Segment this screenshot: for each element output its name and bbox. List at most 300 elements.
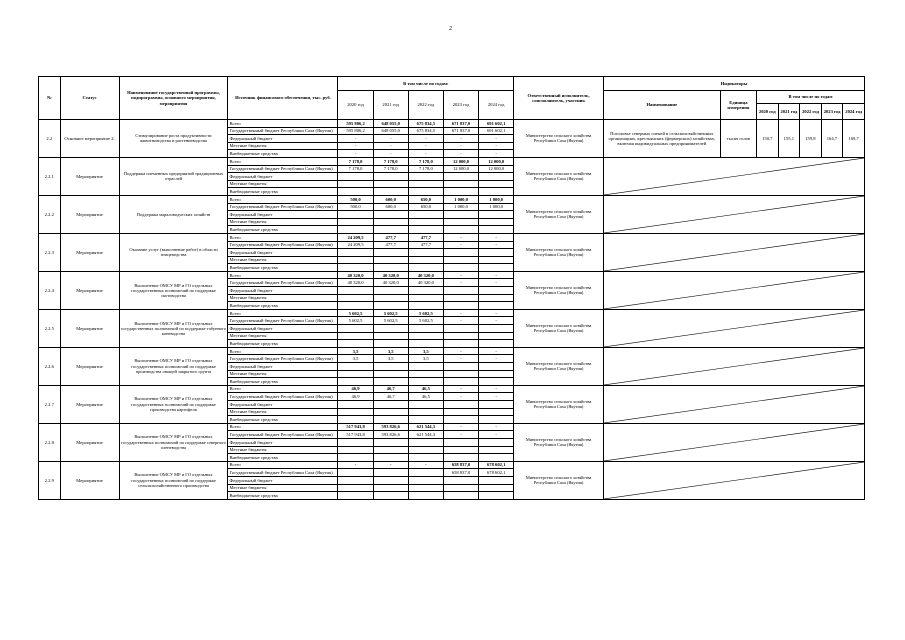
- source-label: Местные бюджеты: [228, 332, 338, 340]
- indicator-name: Поголовье северных оленей в сельскохозяйственных организациях, крестьянских (фермерских) хозяйствах, включая индивидуальных предпринимателей: [603, 120, 720, 158]
- row-status: Мероприятие: [60, 271, 119, 309]
- table-row: [39, 195, 865, 203]
- row-responsible: Министерство сельского хозяйства Республики Саха (Якутия): [514, 347, 604, 385]
- amount-cell: [373, 264, 408, 272]
- amount-cell: 7 178,0: [408, 165, 443, 173]
- amount-cell: [338, 408, 373, 416]
- source-label: Федеральный бюджет: [228, 476, 338, 484]
- header-year: 2024 год: [479, 91, 514, 120]
- header-indicators: Индикаторы: [603, 77, 864, 91]
- source-label: Государственный бюджет Республики Саха (Якутия): [228, 165, 338, 173]
- amount-cell: 46,5: [408, 385, 443, 393]
- amount-cell: [338, 370, 373, 378]
- row-code: 2.2.6: [39, 347, 61, 385]
- row-status: Мероприятие: [60, 157, 119, 195]
- amount-cell: 675 834,5: [408, 120, 443, 128]
- amount-cell: [373, 378, 408, 386]
- amount-cell: [479, 218, 514, 226]
- amount-cell: [338, 249, 373, 257]
- amount-cell: [443, 363, 478, 371]
- amount-cell: [443, 287, 478, 295]
- amount-cell: 500,0: [338, 195, 373, 203]
- amount-cell: [338, 264, 373, 272]
- amount-cell: [479, 256, 514, 264]
- header-source: Источник финансового обеспечения, тыс. руб.: [228, 77, 338, 120]
- source-label: Внебюджетные средства: [228, 226, 338, 234]
- header-ind-year: 2020 год: [757, 104, 779, 119]
- amount-cell: [479, 363, 514, 371]
- source-label: Государственный бюджет Республики Саха (Якутия): [228, 431, 338, 439]
- source-label: Всего: [228, 347, 338, 355]
- amount-cell: [443, 325, 478, 333]
- amount-cell: [443, 226, 478, 234]
- source-label: Всего: [228, 195, 338, 203]
- amount-cell: [443, 256, 478, 264]
- source-label: Государственный бюджет Республики Саха (Якутия): [228, 279, 338, 287]
- row-code: 2.2.1: [39, 157, 61, 195]
- amount-cell: [338, 188, 373, 196]
- row-status: Мероприятие: [60, 233, 119, 271]
- row-code: 2.2.2: [39, 195, 61, 233]
- diagonal-strike: [604, 234, 864, 271]
- amount-cell: -: [479, 279, 514, 287]
- amount-cell: 40 320,0: [373, 271, 408, 279]
- amount-cell: 648 055,0: [373, 127, 408, 135]
- amount-cell: [373, 211, 408, 219]
- amount-cell: 517 943,8: [338, 423, 373, 431]
- amount-cell: [443, 211, 478, 219]
- source-label: Местные бюджеты: [228, 142, 338, 150]
- amount-cell: -: [443, 347, 478, 355]
- amount-cell: [408, 264, 443, 272]
- diagonal-strike: [604, 462, 864, 499]
- diagonal-strike: [604, 310, 864, 347]
- amount-cell: [408, 325, 443, 333]
- amount-cell: 40 320,0: [408, 271, 443, 279]
- source-label: Внебюджетные средства: [228, 378, 338, 386]
- amount-cell: [373, 438, 408, 446]
- amount-cell: 675 834,5: [408, 127, 443, 135]
- amount-cell: [443, 446, 478, 454]
- diagonal-strike: [604, 348, 864, 385]
- amount-cell: -: [443, 142, 478, 150]
- amount-cell: 12 000,0: [443, 157, 478, 165]
- source-label: Государственный бюджет Республики Саха (Якутия): [228, 317, 338, 325]
- program-table: [38, 76, 865, 500]
- amount-cell: [479, 438, 514, 446]
- amount-cell: [373, 408, 408, 416]
- header-year: 2020 год: [338, 91, 373, 120]
- header-ind-years-group: В том числе по годам: [757, 91, 864, 104]
- amount-cell: -: [479, 233, 514, 241]
- diagonal-strike: [604, 424, 864, 461]
- amount-cell: 46,5: [408, 393, 443, 401]
- amount-cell: 621 544,3: [408, 431, 443, 439]
- header-ind-unit: Единица измерения: [720, 91, 756, 120]
- amount-cell: 648 055,0: [373, 120, 408, 128]
- amount-cell: 595 806,2: [338, 127, 373, 135]
- amount-cell: 5 602,5: [338, 317, 373, 325]
- row-responsible: Министерство сельского хозяйства Республики Саха (Якутия): [514, 120, 604, 158]
- amount-cell: [408, 180, 443, 188]
- amount-cell: [338, 302, 373, 310]
- amount-cell: [338, 287, 373, 295]
- row-responsible: Министерство сельского хозяйства Республики Саха (Якутия): [514, 385, 604, 423]
- indicator-blank: [603, 233, 864, 271]
- amount-cell: -: [479, 309, 514, 317]
- amount-cell: [338, 378, 373, 386]
- amount-cell: -: [443, 393, 478, 401]
- amount-cell: [338, 446, 373, 454]
- amount-cell: -: [443, 150, 478, 158]
- source-label: Федеральный бюджет: [228, 325, 338, 333]
- amount-cell: [479, 416, 514, 424]
- amount-cell: [373, 218, 408, 226]
- amount-cell: [338, 492, 373, 500]
- amount-cell: -: [479, 317, 514, 325]
- indicator-blank: [603, 385, 864, 423]
- amount-cell: 658 837,0: [443, 469, 478, 477]
- amount-cell: 600,0: [373, 195, 408, 203]
- indicator-value: 150,7: [757, 120, 779, 158]
- amount-cell: [408, 454, 443, 462]
- row-code: 2.2.8: [39, 423, 61, 461]
- amount-cell: 671 837,0: [443, 127, 478, 135]
- amount-cell: [408, 287, 443, 295]
- header-ind-name: Наименование: [603, 91, 720, 120]
- amount-cell: [373, 370, 408, 378]
- amount-cell: [373, 492, 408, 500]
- amount-cell: 5 602,5: [408, 309, 443, 317]
- row-name: Поддержка племенных предприятий традиционных отраслей: [119, 157, 228, 195]
- amount-cell: 650,0: [408, 203, 443, 211]
- amount-cell: 600,0: [373, 203, 408, 211]
- amount-cell: -: [443, 385, 478, 393]
- table-row: [39, 385, 865, 393]
- header-year: 2021 год: [373, 91, 408, 120]
- source-label: Федеральный бюджет: [228, 211, 338, 219]
- amount-cell: [443, 484, 478, 492]
- source-label: Местные бюджеты: [228, 294, 338, 302]
- amount-cell: 1 000,0: [443, 195, 478, 203]
- amount-cell: [479, 302, 514, 310]
- amount-cell: [373, 416, 408, 424]
- source-label: Всего: [228, 157, 338, 165]
- source-label: Государственный бюджет Республики Саха (Якутия): [228, 469, 338, 477]
- amount-cell: -: [479, 271, 514, 279]
- row-status: Основное мероприятие 2.: [60, 120, 119, 158]
- amount-cell: 7 178,0: [373, 157, 408, 165]
- source-label: Федеральный бюджет: [228, 438, 338, 446]
- amount-cell: 621 544,3: [408, 423, 443, 431]
- amount-cell: -: [443, 317, 478, 325]
- amount-cell: [408, 249, 443, 257]
- source-label: Всего: [228, 461, 338, 469]
- source-label: Местные бюджеты: [228, 256, 338, 264]
- amount-cell: [373, 325, 408, 333]
- amount-cell: [373, 256, 408, 264]
- amount-cell: [479, 287, 514, 295]
- header-responsible: Ответственный исполнитель, соисполнитель, участник: [514, 77, 604, 120]
- amount-cell: [443, 492, 478, 500]
- amount-cell: [373, 188, 408, 196]
- amount-cell: [479, 340, 514, 348]
- amount-cell: [373, 363, 408, 371]
- amount-cell: [373, 180, 408, 188]
- amount-cell: [408, 469, 443, 477]
- amount-cell: [479, 484, 514, 492]
- row-responsible: Министерство сельского хозяйства Республики Саха (Якутия): [514, 461, 604, 499]
- header-name: Наименование государственной программы, подпрограммы, основного мероприятия, мероприятия: [119, 77, 228, 120]
- row-code: 2.2.9: [39, 461, 61, 499]
- table-row: [39, 347, 865, 355]
- source-label: Местные бюджеты: [228, 446, 338, 454]
- amount-cell: [408, 400, 443, 408]
- amount-cell: [338, 332, 373, 340]
- amount-cell: 477,7: [373, 233, 408, 241]
- amount-cell: [408, 476, 443, 484]
- amount-cell: 1 000,0: [443, 203, 478, 211]
- amount-cell: [479, 325, 514, 333]
- row-code: 2.2.4: [39, 271, 61, 309]
- amount-cell: [443, 408, 478, 416]
- amount-cell: [443, 416, 478, 424]
- amount-cell: [338, 180, 373, 188]
- row-status: Мероприятие: [60, 309, 119, 347]
- indicator-unit: тысяч голов: [720, 120, 756, 158]
- amount-cell: 3,5: [373, 347, 408, 355]
- source-label: Всего: [228, 120, 338, 128]
- amount-cell: 678 602,1: [479, 469, 514, 477]
- amount-cell: [373, 454, 408, 462]
- amount-cell: 46,7: [373, 393, 408, 401]
- amount-cell: 3,5: [373, 355, 408, 363]
- amount-cell: 3,5: [338, 355, 373, 363]
- header-year: 2023 год: [443, 91, 478, 120]
- source-label: Внебюджетные средства: [228, 340, 338, 348]
- amount-cell: [408, 408, 443, 416]
- amount-cell: 1 000,0: [479, 195, 514, 203]
- amount-cell: 7 178,0: [373, 165, 408, 173]
- amount-cell: [373, 173, 408, 181]
- source-label: Государственный бюджет Республики Саха (Якутия): [228, 127, 338, 135]
- amount-cell: -: [479, 241, 514, 249]
- indicator-blank: [603, 461, 864, 499]
- amount-cell: [479, 226, 514, 234]
- amount-cell: [443, 218, 478, 226]
- amount-cell: [479, 294, 514, 302]
- row-responsible: Министерство сельского хозяйства Республики Саха (Якутия): [514, 423, 604, 461]
- amount-cell: [408, 438, 443, 446]
- amount-cell: [373, 226, 408, 234]
- amount-cell: -: [338, 461, 373, 469]
- indicator-blank: [603, 271, 864, 309]
- amount-cell: 46,9: [338, 393, 373, 401]
- source-label: Внебюджетные средства: [228, 454, 338, 462]
- header-no: №: [39, 77, 61, 120]
- table-row: [39, 120, 865, 128]
- amount-cell: -: [443, 431, 478, 439]
- diagonal-strike: [604, 272, 864, 309]
- amount-cell: [338, 173, 373, 181]
- row-responsible: Министерство сельского хозяйства Республики Саха (Якутия): [514, 271, 604, 309]
- source-label: Федеральный бюджет: [228, 173, 338, 181]
- diagonal-strike: [604, 386, 864, 423]
- amount-cell: -: [479, 135, 514, 143]
- amount-cell: 24 209,5: [338, 241, 373, 249]
- amount-cell: 40 320,0: [338, 271, 373, 279]
- amount-cell: [373, 294, 408, 302]
- row-code: 2.2.3: [39, 233, 61, 271]
- amount-cell: 7 178,0: [338, 165, 373, 173]
- row-name: Выполнение ОМСУ МР и ГО отдельных государственных полномочий по поддержке северного оленеводства: [119, 423, 228, 461]
- amount-cell: -: [373, 150, 408, 158]
- amount-cell: [338, 476, 373, 484]
- amount-cell: 12 000,0: [443, 165, 478, 173]
- amount-cell: 24 209,5: [338, 233, 373, 241]
- amount-cell: [338, 340, 373, 348]
- header-ind-years: [757, 91, 865, 120]
- amount-cell: -: [408, 142, 443, 150]
- amount-cell: [373, 400, 408, 408]
- source-label: Местные бюджеты: [228, 484, 338, 492]
- row-name: Выполнение ОМСУ МР и ГО отдельных государственных полномочий по поддержке скотоводства: [119, 271, 228, 309]
- amount-cell: [479, 332, 514, 340]
- amount-cell: [443, 249, 478, 257]
- amount-cell: -: [443, 233, 478, 241]
- indicator-blank: [603, 423, 864, 461]
- source-label: Всего: [228, 423, 338, 431]
- amount-cell: [373, 446, 408, 454]
- amount-cell: 12 000,0: [479, 165, 514, 173]
- source-label: Местные бюджеты: [228, 408, 338, 416]
- diagonal-strike: [604, 158, 864, 195]
- amount-cell: [338, 400, 373, 408]
- amount-cell: [408, 378, 443, 386]
- header-ind-year: 2022 год: [800, 104, 822, 119]
- amount-cell: [443, 264, 478, 272]
- amount-cell: 658 837,0: [443, 461, 478, 469]
- amount-cell: -: [443, 423, 478, 431]
- amount-cell: [479, 400, 514, 408]
- amount-cell: [408, 218, 443, 226]
- table-row: [39, 461, 865, 469]
- amount-cell: [338, 294, 373, 302]
- indicator-blank: [603, 347, 864, 385]
- row-status: Мероприятие: [60, 195, 119, 233]
- amount-cell: [479, 492, 514, 500]
- amount-cell: 12 000,0: [479, 157, 514, 165]
- page-number: 2: [449, 26, 452, 32]
- amount-cell: [373, 249, 408, 257]
- source-label: Всего: [228, 385, 338, 393]
- table-row: [39, 271, 865, 279]
- amount-cell: 500,0: [338, 203, 373, 211]
- header-year: 2022 год: [408, 91, 443, 120]
- amount-cell: [408, 294, 443, 302]
- amount-cell: [479, 476, 514, 484]
- amount-cell: [408, 173, 443, 181]
- amount-cell: -: [443, 241, 478, 249]
- amount-cell: -: [479, 150, 514, 158]
- amount-cell: [373, 332, 408, 340]
- amount-cell: 477,7: [408, 233, 443, 241]
- amount-cell: [479, 173, 514, 181]
- amount-cell: [338, 454, 373, 462]
- source-label: Внебюджетные средства: [228, 188, 338, 196]
- indicator-blank: [603, 309, 864, 347]
- amount-cell: [408, 446, 443, 454]
- source-label: Всего: [228, 271, 338, 279]
- source-label: Федеральный бюджет: [228, 363, 338, 371]
- amount-cell: [443, 173, 478, 181]
- row-name: Выполнение ОМСУ МР и ГО отдельных государственных полномочий по поддержке производства картофеля: [119, 385, 228, 423]
- header-ind-year: 2023 год: [822, 104, 844, 119]
- row-responsible: Министерство сельского хозяйства Республики Саха (Якутия): [514, 309, 604, 347]
- amount-cell: [338, 363, 373, 371]
- amount-cell: [373, 287, 408, 295]
- amount-cell: -: [443, 271, 478, 279]
- indicator-value: 169,7: [843, 120, 865, 158]
- amount-cell: [408, 416, 443, 424]
- header-ind-year: 2024 год: [845, 109, 863, 114]
- amount-cell: [373, 469, 408, 477]
- amount-cell: -: [479, 347, 514, 355]
- source-label: Государственный бюджет Республики Саха (Якутия): [228, 203, 338, 211]
- row-responsible: Министерство сельского хозяйства Республики Саха (Якутия): [514, 157, 604, 195]
- amount-cell: 5 602,5: [373, 317, 408, 325]
- amount-cell: 7 178,0: [338, 157, 373, 165]
- amount-cell: -: [479, 423, 514, 431]
- source-label: Всего: [228, 309, 338, 317]
- amount-cell: [479, 378, 514, 386]
- header-status: Статус: [60, 77, 119, 120]
- amount-cell: -: [408, 461, 443, 469]
- source-label: Местные бюджеты: [228, 180, 338, 188]
- amount-cell: -: [443, 309, 478, 317]
- amount-cell: -: [443, 135, 478, 143]
- amount-cell: -: [373, 461, 408, 469]
- header-ind-year: 2021 год: [779, 104, 801, 119]
- indicator-value: 159,8: [800, 120, 822, 158]
- amount-cell: [408, 211, 443, 219]
- amount-cell: [338, 325, 373, 333]
- source-label: Местные бюджеты: [228, 370, 338, 378]
- amount-cell: [338, 226, 373, 234]
- row-responsible: Министерство сельского хозяйства Республики Саха (Якутия): [514, 195, 604, 233]
- amount-cell: 593 826,6: [373, 431, 408, 439]
- amount-cell: -: [408, 150, 443, 158]
- amount-cell: 5 602,5: [373, 309, 408, 317]
- amount-cell: 593 826,6: [373, 423, 408, 431]
- source-label: Внебюджетные средства: [228, 492, 338, 500]
- amount-cell: 5 602,5: [338, 309, 373, 317]
- amount-cell: [338, 218, 373, 226]
- amount-cell: -: [479, 142, 514, 150]
- source-label: Федеральный бюджет: [228, 249, 338, 257]
- amount-cell: -: [408, 135, 443, 143]
- amount-cell: [373, 484, 408, 492]
- amount-cell: [443, 340, 478, 348]
- source-label: Государственный бюджет Республики Саха (Якутия): [228, 241, 338, 249]
- source-label: Внебюджетные средства: [228, 150, 338, 158]
- amount-cell: [408, 226, 443, 234]
- source-label: Федеральный бюджет: [228, 400, 338, 408]
- amount-cell: [408, 332, 443, 340]
- source-label: Местные бюджеты: [228, 218, 338, 226]
- amount-cell: [479, 211, 514, 219]
- diagonal-strike: [604, 196, 864, 233]
